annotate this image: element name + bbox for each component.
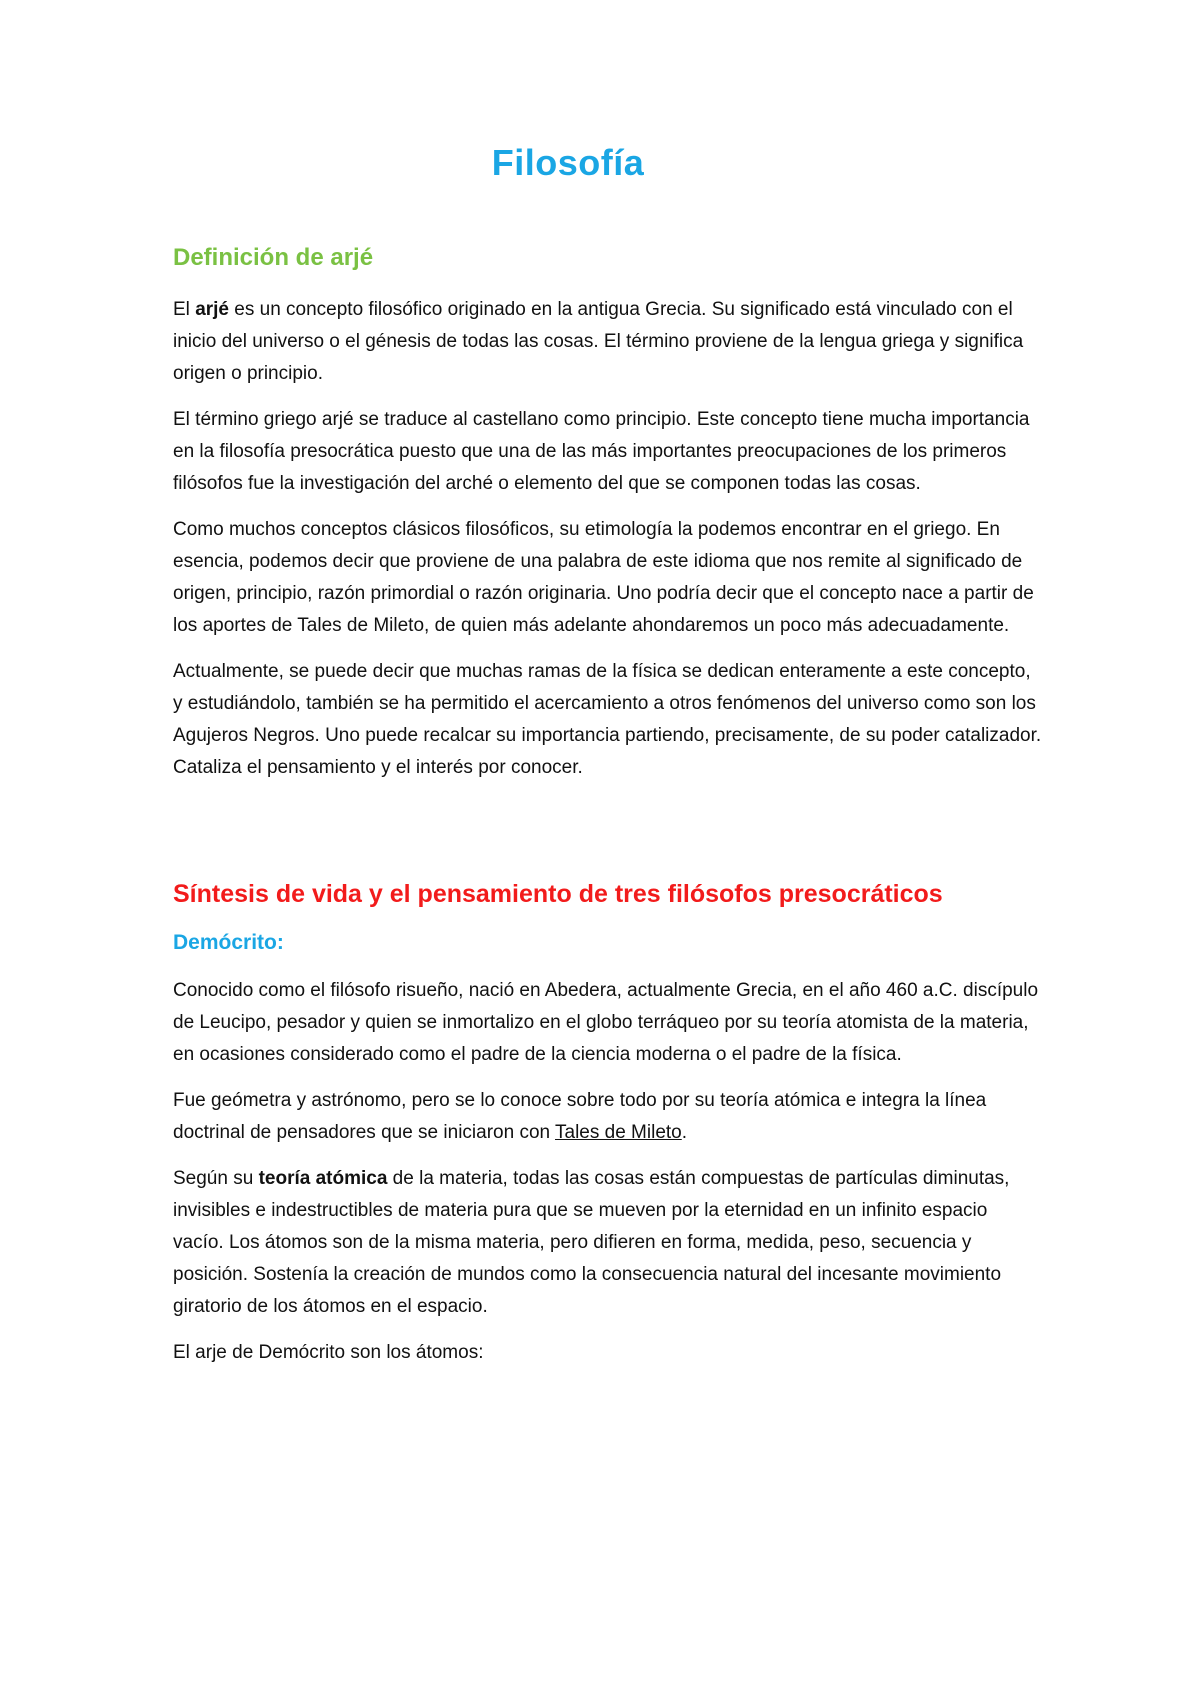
paragraph — [173, 1163, 1043, 1323]
paragraph: Conocido como el filósofo risueño, nació en Abedera, actualmente Grecia, en el año 460 a.C. discípulo de Leucipo, pesador y quien se inmortalizo en el globo terráqueo por su teoría atomista de la materia, en ocasiones considerado como el padre de la ciencia moderna o el padre de la física. — [173, 980, 1039, 1065]
paragraph: Como muchos conceptos clásicos filosóficos, su etimología la podemos encontrar en el griego. En esencia, podemos decir que proviene de una palabra de este idioma que nos remite al significado de origen, principio, razón primordial o razón originaria. Uno podría decir que el concepto nace a partir de los aportes de Tales de Mileto, de quien más adelante ahondaremos un poco más adecuadamente. — [173, 519, 1034, 636]
bold-term-teoria-atomica: teoría atómica — [258, 1168, 388, 1189]
text-run: es un concepto filosófico originado en la antigua Grecia. Su significado está vinculado con el inicio del universo o el génesis de todas las cosas. El término proviene de la lengua griega y significa origen o principio. — [173, 299, 1024, 384]
text-run: Según su — [173, 1168, 259, 1189]
subheading-democrito: Demócrito: — [173, 931, 284, 954]
text-run: Fue geómetra y astrónomo, pero se lo conoce sobre todo por su teoría atómica e integra la línea doctrinal de pensadores que se iniciaron con — [173, 1090, 987, 1143]
bold-term-arje: arjé — [195, 299, 229, 320]
document-content — [173, 142, 1043, 1383]
paragraph: El término griego arjé se traduce al castellano como principio. Este concepto tiene mucha importancia en la filosofía presocrática puesto que una de las más importantes preocupaciones de los primeros filósofos fue la investigación del arché o elemento del que se componen todas las cosas. — [173, 409, 1030, 494]
page-title: Filosofía — [491, 142, 645, 183]
text-run: de la materia, todas las cosas están compuestas de partículas diminutas, invisibles e indestructibles de materia pura que se mueven por la eternidad en un infinito espacio vacío. Los átomos son de la misma materia, pero difieren en forma, medida, peso, secuencia y posición. Sostenía la creación de mundos como la consecuencia natural del incesante movimiento giratorio de los átomos en el espacio. — [173, 1168, 1010, 1317]
text-run: El — [173, 299, 196, 320]
paragraph — [173, 294, 1043, 390]
text-run: . — [681, 1122, 688, 1143]
paragraph — [173, 1085, 1043, 1149]
paragraph: El arje de Demócrito son los átomos: — [173, 1342, 484, 1363]
section-heading-arje: Definición de arjé — [173, 244, 374, 271]
paragraph: Actualmente, se puede decir que muchas ramas de la física se dedican enteramente a este concepto, y estudiándolo, también se ha permitido el acercamiento a otros fenómenos del universo como son los Agujeros Negros. Uno puede recalcar su importancia partiendo, precisamente, de su poder catalizador. Cataliza el pensamiento y el interés por conocer. — [173, 661, 1042, 778]
link-tales-de-mileto[interactable]: Tales de Mileto — [555, 1122, 682, 1143]
section-heading-presocraticos: Síntesis de vida y el pensamiento de tres filósofos presocráticos — [173, 880, 943, 908]
